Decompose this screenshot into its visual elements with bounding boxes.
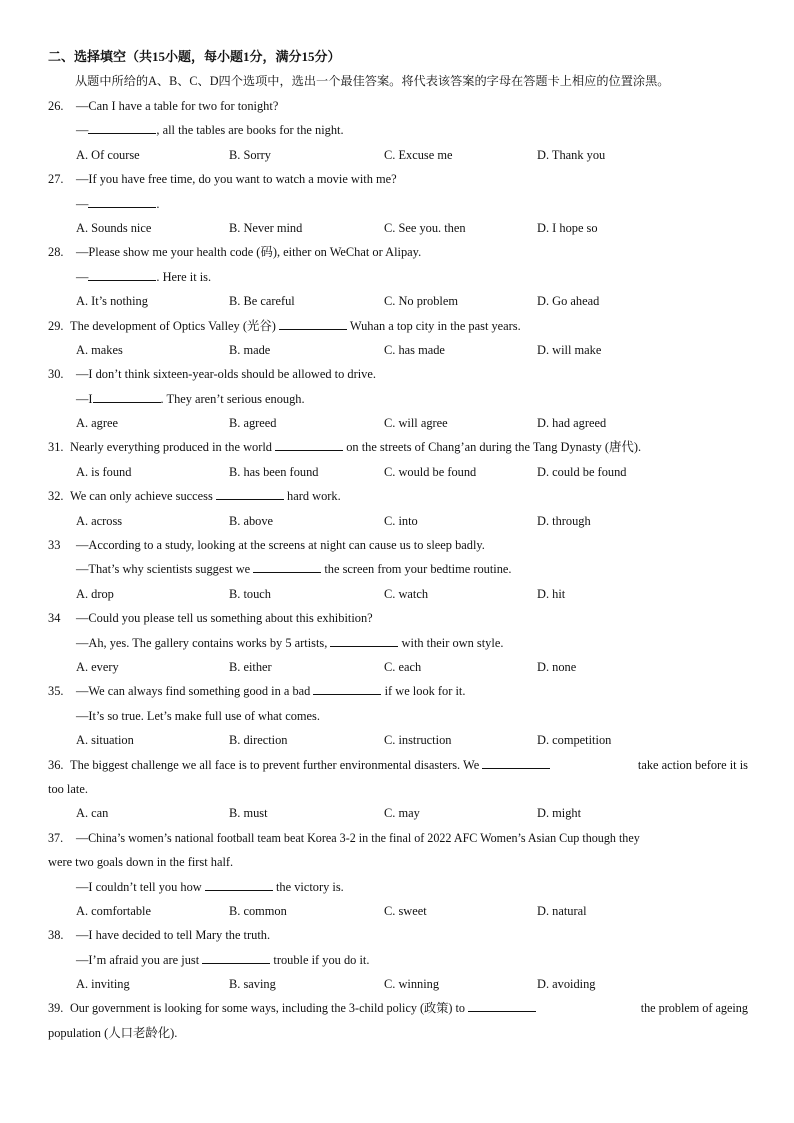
question-text: hard work. [287,489,341,504]
question-text: . They aren’t serious enough. [160,391,305,406]
answer-blank [205,876,273,891]
question-text: , all the tables are books for the night. [156,123,344,138]
question-text: —We can always find something good in a bad [76,684,311,699]
question-28 [48,240,748,313]
question-text: Our government is looking for some ways, including the 3-child policy (政策) to [70,1001,466,1016]
question-text: —China’s women’s national football team beat Korea 3-2 in the final of 2022 AFC Women’s Asian Cup though they [76,830,640,845]
option-c: C. No problem [384,294,458,309]
option-b: B. Never mind [229,220,303,235]
option-a: A. drop [76,586,114,601]
question-number: 36. [48,757,64,772]
option-b: B. common [229,903,287,918]
options [48,582,748,606]
question-text: —It’s so true. Let’s make full use of what comes. [76,708,320,723]
question-text: . Here it is. [156,269,212,284]
question-31 [48,435,748,484]
option-d: D. competition [537,733,612,748]
options [48,899,748,923]
question-29 [48,314,748,363]
option-b: B. agreed [229,416,277,431]
options [48,216,748,240]
answer-blank [202,949,270,964]
question-text: with their own style. [401,635,504,650]
question-text: The biggest challenge we all face is to prevent further environmental disasters. We [70,757,480,772]
question-text: population (人口老龄化). [48,1025,178,1040]
option-a: A. comfortable [76,903,152,918]
option-b: B. made [229,342,271,357]
dash: — [76,196,89,211]
question-text: on the streets of Chang’an during the Tang Dynasty (唐代). [346,440,642,455]
section-instruction: 从题中所给的A、B、C、D四个选项中，选出一个最佳答案。将代表该答案的字母在答题卡上相应的位置涂黑。 [75,74,670,88]
option-b: B. Sorry [229,147,271,162]
question-text: —Could you please tell us something about this exhibition? [76,611,373,626]
answer-blank [279,315,347,330]
question-text: Nearly everything produced in the world [70,440,272,455]
question-number: 37. [48,830,64,845]
question-text: the problem of ageing [640,1001,748,1016]
option-d: D. had agreed [537,416,607,431]
question-34 [48,606,748,679]
question-38 [48,923,748,996]
question-text: The development of Optics Valley (光谷) [70,318,276,333]
option-d: D. avoiding [537,977,596,992]
option-b: B. either [229,659,272,674]
answer-blank [93,388,161,403]
option-a: A. across [76,513,123,528]
options [48,338,748,362]
question-text: —Please show me your health code (码), either on WeChat or Alipay. [76,245,422,260]
options [48,289,748,313]
options [48,801,748,825]
question-text: . [156,196,160,211]
option-b: B. direction [229,733,288,748]
option-c: C. each [384,659,422,674]
dash: — [76,269,89,284]
question-36 [48,753,748,826]
option-d: D. Go ahead [537,294,600,309]
question-text: —I couldn’t tell you how [76,879,202,894]
option-c: C. sweet [384,903,427,918]
answer-blank [330,632,398,647]
dash: — [76,123,89,138]
option-d: D. natural [537,903,587,918]
question-number: 31. [48,440,64,455]
question-text: take action before it is [637,757,748,772]
question-number: 26. [48,99,64,113]
question-number: 32. [48,489,64,504]
option-b: B. Be careful [229,294,295,309]
option-a: A. makes [76,342,123,357]
question-text: —Can I have a table for two for tonight? [76,99,279,113]
exam-page [48,46,748,1045]
option-c: C. will agree [384,416,448,431]
question-text: —If you have free time, do you want to watch a movie with me? [76,172,397,187]
option-d: D. could be found [537,464,627,479]
question-number: 38. [48,928,64,943]
question-number: 30. [48,367,64,382]
question-text: —I [76,391,93,406]
question-text: the screen from your bedtime routine. [324,562,512,577]
section-title: 二、选择填空（共15小题，每小题1分，满分15分） [48,49,341,64]
option-b: B. touch [229,586,271,601]
question-26 [48,94,748,167]
answer-blank [216,485,284,500]
option-c: C. would be found [384,464,477,479]
answer-blank [275,436,343,451]
option-a: A. can [76,806,109,821]
question-text: We can only achieve success [70,489,213,504]
option-c: C. See you. then [384,220,466,235]
option-b: B. saving [229,977,276,992]
option-a: A. every [76,659,119,674]
option-c: C. Excuse me [384,147,453,162]
question-37 [48,826,748,924]
answer-blank [313,680,381,695]
option-a: A. Sounds nice [76,220,152,235]
option-d: D. none [537,659,577,674]
options [48,509,748,533]
question-number: 39. [48,1001,64,1016]
question-number: 27. [48,172,64,187]
option-d: D. I hope so [537,220,598,235]
question-text: —I’m afraid you are just [76,952,200,967]
option-c: C. winning [384,977,440,992]
answer-blank [88,266,156,281]
option-a: A. Of course [76,147,140,162]
option-c: C. watch [384,586,429,601]
question-number: 29. [48,318,64,333]
option-d: D. through [537,513,591,528]
question-text: were two goals down in the first half. [48,855,234,870]
question-32 [48,484,748,533]
option-a: A. It’s nothing [76,294,148,309]
question-text: —That’s why scientists suggest we [76,562,251,577]
answer-blank [253,558,321,573]
question-number: 28. [48,245,64,260]
question-text: —I have decided to tell Mary the truth. [76,928,271,943]
answer-blank [88,193,156,208]
question-text: —I don’t think sixteen-year-olds should be allowed to drive. [76,367,376,382]
question-30 [48,362,748,435]
question-number: 34 [48,611,61,626]
option-c: C. may [384,806,420,821]
option-d: D. might [537,806,582,821]
options [48,460,748,484]
options [48,655,748,679]
options [48,411,748,435]
option-d: D. Thank you [537,147,606,162]
options [48,728,748,752]
option-c: C. instruction [384,733,452,748]
question-33 [48,533,748,606]
option-d: D. will make [537,342,602,357]
question-text: Wuhan a top city in the past years. [349,318,521,333]
option-a: A. is found [76,464,132,479]
option-c: C. into [384,513,418,528]
option-b: B. above [229,513,274,528]
options [48,143,748,167]
question-text: —According to a study, looking at the screens at night can cause us to sleep badly. [76,538,485,553]
answer-blank [468,997,536,1012]
option-b: B. has been found [229,464,319,479]
question-number: 35. [48,684,64,699]
question-text: trouble if you do it. [273,952,370,967]
option-d: D. hit [537,586,566,601]
question-text: too late. [48,781,88,796]
question-27 [48,167,748,240]
option-b: B. must [229,806,268,821]
options [48,972,748,996]
question-text: if we look for it. [384,684,466,699]
answer-blank [88,119,156,134]
option-c: C. has made [384,342,445,357]
question-35 [48,679,748,752]
option-a: A. situation [76,733,134,748]
question-39 [48,996,748,1045]
answer-blank [482,754,550,769]
option-a: A. inviting [76,977,130,992]
option-a: A. agree [76,416,118,431]
question-text: the victory is. [275,879,344,894]
question-text: —Ah, yes. The gallery contains works by 5 artists, [76,635,328,650]
question-number: 33 [48,538,61,553]
